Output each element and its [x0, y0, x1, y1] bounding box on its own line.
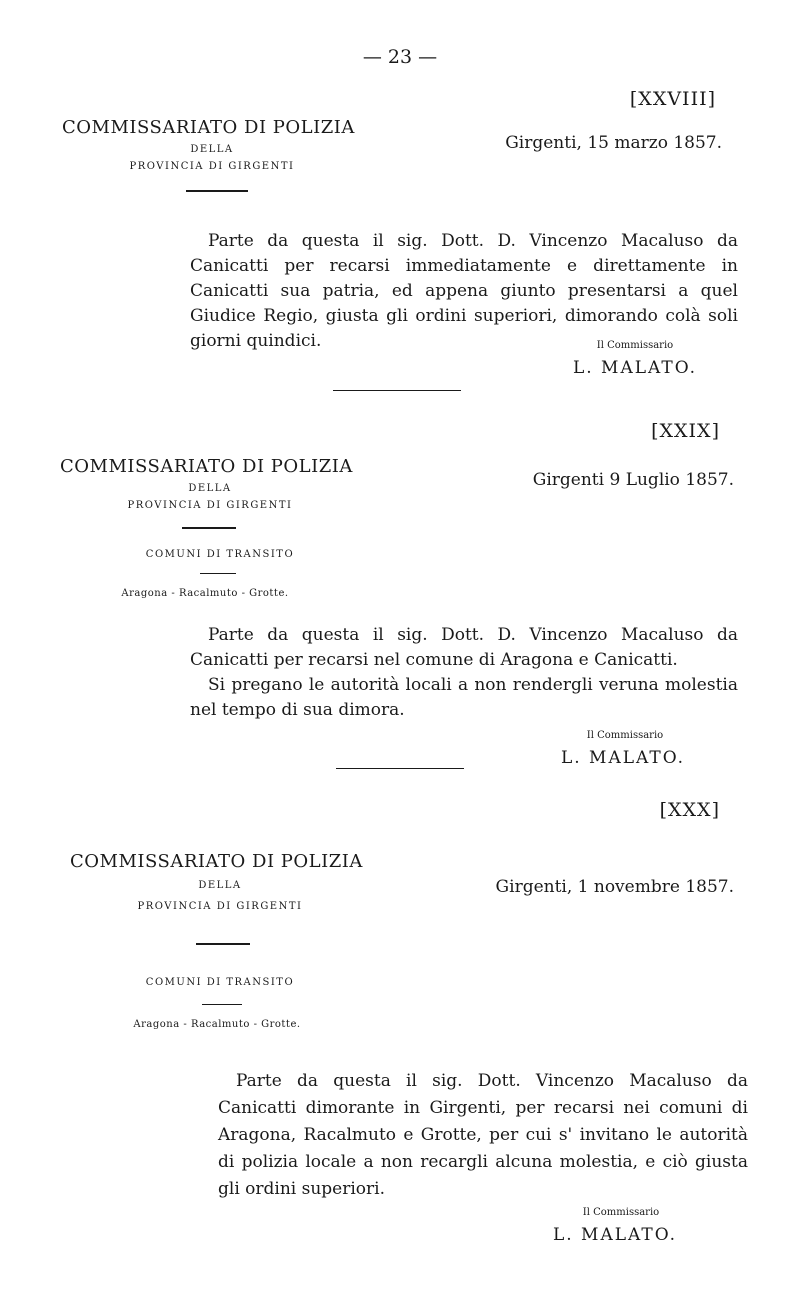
header-line: COMMISSARIATO DI POLIZIA [62, 117, 355, 138]
transit-title: COMUNI DI TRANSITO [145, 549, 295, 560]
divider [186, 190, 248, 192]
transit-list: Aragona - Racalmuto - Grotte. [133, 1019, 301, 1030]
header-line: DELLA [188, 483, 232, 494]
body-text: Parte da questa il sig. Dott. Vincenzo Macaluso da Canicatti dimorante in Girgenti, per recarsi nei comuni di Aragona, Racalmuto e Grotte, per cui s' invitano le autorità di polizia locale a non recargli alcuna molestia, e ciò giusta gli ordini superiori. [218, 1071, 748, 1199]
section-divider [336, 768, 464, 769]
body-text: Si pregano le autorità locali a non rendergli veruna molestia nel tempo di sua dimora. [190, 675, 738, 720]
signature-name: L. MALATO. [560, 748, 686, 768]
office-header [60, 456, 360, 511]
body-paragraph [190, 623, 738, 723]
entry-number: [XXX] [659, 799, 720, 821]
header-line: PROVINCIA DI GIRGENTI [129, 161, 295, 172]
divider [196, 943, 250, 945]
divider [202, 1004, 242, 1005]
office-header [62, 117, 362, 172]
entry-number: [XXIX] [651, 420, 720, 442]
document-date: Girgenti, 15 marzo 1857. [505, 133, 722, 153]
document-date: Girgenti 9 Luglio 1857. [532, 470, 734, 490]
document-date: Girgenti, 1 novembre 1857. [495, 877, 734, 897]
signature-title: Il Commissario [596, 340, 674, 351]
body-paragraph [190, 229, 738, 354]
body-text: Parte da questa il sig. Dott. D. Vincenzo Macaluso da Canicatti per recarsi nel comune di Aragona e Canicatti. [190, 625, 738, 670]
signature-title: Il Commissario [582, 1207, 660, 1218]
divider [182, 527, 236, 529]
signature-title: Il Commissario [586, 730, 664, 741]
entry-number: [XXVIII] [629, 88, 716, 110]
divider [200, 573, 236, 574]
header-line: DELLA [198, 880, 242, 891]
header-line: COMMISSARIATO DI POLIZIA [60, 456, 353, 477]
transit-title: COMUNI DI TRANSITO [145, 977, 295, 988]
header-line: PROVINCIA DI GIRGENTI [137, 901, 303, 912]
body-text: Parte da questa il sig. Dott. D. Vincenzo Macaluso da Canicatti per recarsi immediatamente e direttamente in Canicatti sua patria, ed appena giunto presentarsi a quel Giudice Regio, giusta gli ordini superiori, dimorando colà soli giorni quindici. [190, 231, 738, 351]
header-line: PROVINCIA DI GIRGENTI [127, 500, 293, 511]
body-paragraph [218, 1068, 748, 1203]
signature-name: L. MALATO. [572, 358, 698, 378]
page-number: — 23 — [362, 46, 438, 68]
office-header [70, 851, 370, 912]
transit-list: Aragona - Racalmuto - Grotte. [121, 588, 289, 599]
header-line: COMMISSARIATO DI POLIZIA [70, 851, 363, 872]
section-divider [333, 390, 461, 391]
header-line: DELLA [190, 144, 234, 155]
signature-name: L. MALATO. [552, 1225, 678, 1245]
